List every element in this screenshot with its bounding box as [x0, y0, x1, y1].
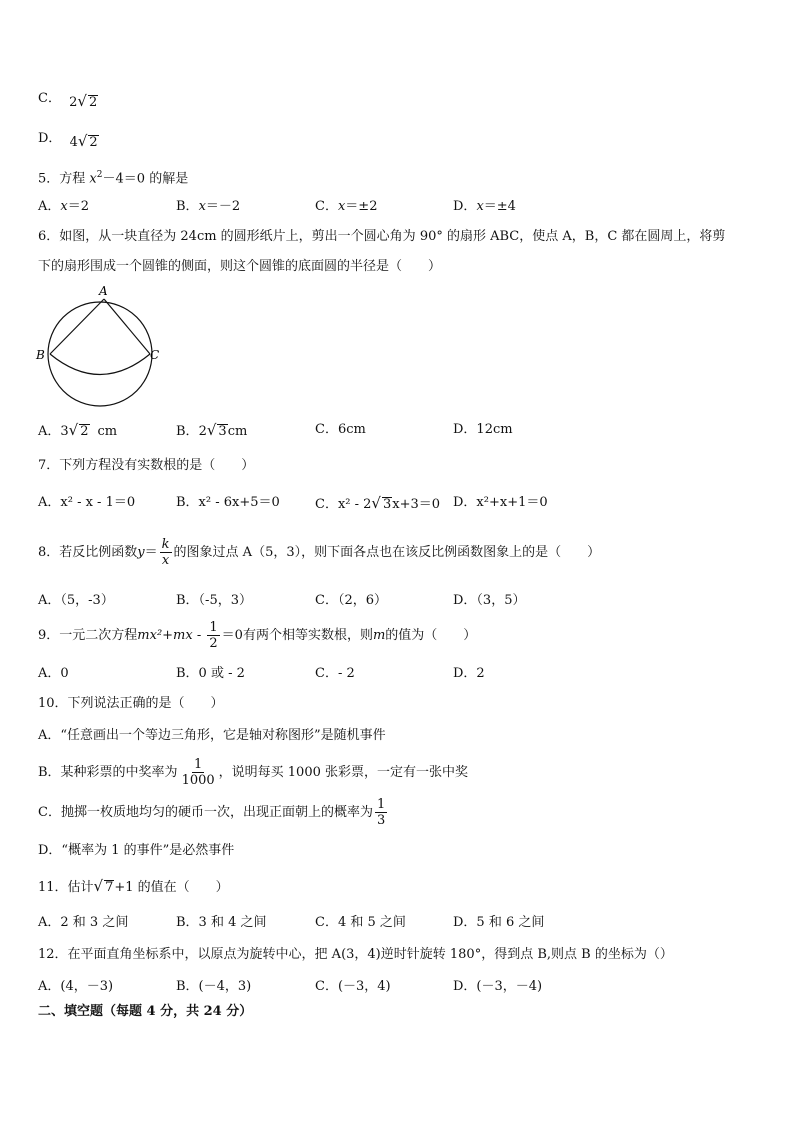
q11-option-a[interactable]: A．2 和 3 之间 [38, 915, 129, 930]
figure-circle [48, 302, 152, 406]
q7-option-a[interactable]: A．x² - x - 1＝0 [38, 495, 136, 510]
sqrt-expression: 4√ 2 [69, 132, 98, 150]
q5-stem: 5．方程 $x^2-4=0$ 的解是 [38, 170, 189, 187]
q12-option-d[interactable]: D．(－3，－4) [453, 979, 543, 994]
q8-option-c[interactable]: C．（2，6） [315, 593, 387, 608]
q6-stem-line2: 下的扇形围成一个圆锥的侧面，则这个圆锥的底面圆的半径是（ ） [38, 259, 442, 274]
q12-stem: 12．在平面直角坐标系中，以原点为旋转中心，把 A(3，4)逆时针旋转 180°，得到点 B,则点 B 的坐标为（） [38, 947, 673, 962]
q9-option-c[interactable]: C．- 2 [315, 666, 355, 681]
q11-option-b[interactable]: B．3 和 4 之间 [176, 915, 267, 930]
q10-option-c[interactable]: C．抛掷一枚质地均匀的硬币一次，出现正面朝上的概率为 $\frac{1}{3}$ [38, 797, 386, 828]
q4-option-c[interactable]: C． 2√ 2 [38, 91, 98, 110]
q10-option-d[interactable]: D．“概率为 1 的事件”是必然事件 [38, 843, 235, 858]
q9-option-a[interactable]: A．0 [38, 666, 69, 681]
q6-option-d[interactable]: D．12cm [453, 422, 513, 437]
sqrt-expression: 2√ 2 [69, 92, 98, 110]
q6-figure [34, 283, 164, 413]
q5-option-c[interactable]: C．x＝±2 [315, 199, 378, 214]
figure-arc-bc [50, 354, 150, 375]
q11-option-d[interactable]: D．5 和 6 之间 [453, 915, 545, 930]
fraction: $\frac{1}{2}$ [209, 620, 218, 651]
q9-option-b[interactable]: B．0 或 - 2 [176, 666, 245, 681]
q8-option-d[interactable]: D．（3，5） [453, 593, 526, 608]
q9-option-d[interactable]: D．2 [453, 666, 485, 681]
q12-option-b[interactable]: B．(－4，3) [176, 979, 252, 994]
figure-label-a: A [99, 284, 108, 298]
section-title: 二、填空题（每题 4 分，共 24 分） [38, 1004, 253, 1019]
q11-option-c[interactable]: C．4 和 5 之间 [315, 915, 406, 930]
fraction: $\frac{1}{1000}$ [181, 757, 215, 788]
q8-option-a[interactable]: A．（5，-3） [38, 593, 114, 608]
q5-option-d[interactable]: D．x＝±4 [453, 199, 516, 214]
q9-stem: 9．一元二次方程mx²+mx - $\frac{1}{2}$ ＝0有两个相等实数根，则m的值为（ ） [38, 620, 477, 651]
fraction: $\frac{k}{x}$ [161, 537, 170, 568]
figure-chord-ac [104, 299, 150, 354]
q8-stem: 8．若反比例函数y＝ $\frac{k}{x}$ 的图象过点 A（5，3），则下面各点也在该反比例函数图象上的是（ ） [38, 537, 601, 568]
q8-option-b[interactable]: B．（-5，3） [176, 593, 252, 608]
q10-stem: 10．下列说法正确的是（ ） [38, 696, 224, 711]
q10-option-b[interactable]: B．某种彩票的中奖率为 $\frac{1}{1000}$ ，说明每买 1000 张彩票，一定有一张中奖 [38, 757, 469, 788]
q11-stem: 11．估计√ 7+1 的值在（ ） [38, 877, 229, 895]
q5-option-b[interactable]: B．x＝－2 [176, 199, 241, 214]
q6-stem-line1: 6．如图，从一块直径为 24cm 的圆形纸片上，剪出一个圆心角为 90° 的扇形 ABC，使点 A，B，C 都在圆周上，将剪 [38, 229, 726, 244]
q5-option-a[interactable]: A．x＝2 [38, 199, 90, 214]
q10-option-a[interactable]: A．“任意画出一个等边三角形，它是轴对称图形”是随机事件 [38, 728, 386, 743]
q12-option-c[interactable]: C．(－3，4) [315, 979, 391, 994]
q12-option-a[interactable]: A．(4，－3) [38, 979, 114, 994]
q4-option-d[interactable]: D． 4√ 2 [38, 131, 98, 150]
figure-label-b: B [36, 348, 45, 362]
q7-option-b[interactable]: B．x² - 6x+5＝0 [176, 495, 280, 510]
q7-stem: 7．下列方程没有实数根的是（ ） [38, 458, 255, 473]
q6-option-a[interactable]: A．3√ 2 cm [38, 421, 118, 439]
fraction: $\frac{1}{3}$ [376, 797, 386, 828]
q6-option-b[interactable]: B．2√ 3cm [176, 421, 248, 439]
q7-option-c[interactable]: C．x² - 2√ 3x+3＝0 [315, 494, 441, 512]
figure-label-c: C [150, 348, 160, 362]
q6-option-c[interactable]: C．6cm [315, 422, 366, 437]
q7-option-d[interactable]: D．x²+x+1＝0 [453, 495, 548, 510]
